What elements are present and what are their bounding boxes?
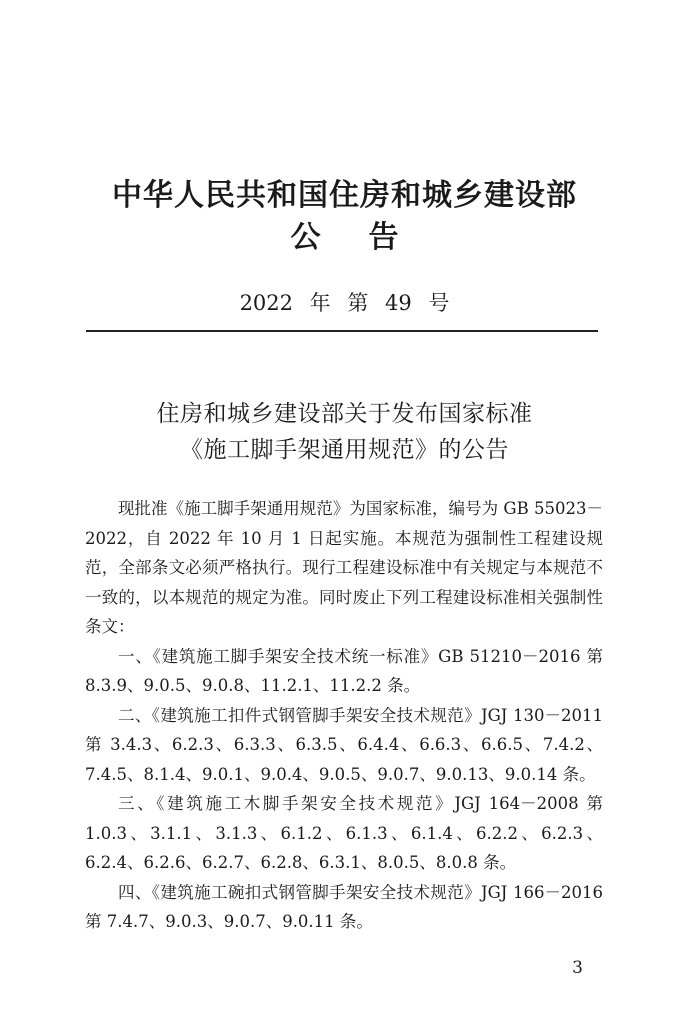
body-paragraph-intro: 现批准《施工脚手架通用规范》为国家标准，编号为 GB 55023－2022，自 2022 年 10 月 1 日起实施。本规范为强制性工程建设规范，全部条文必须严格执行。现行工程建设标准中有关规定与本规范不一致的，以本规范的规定为准。同时废止下列工程建设标准相关强制性条文： xyxy=(85,499,603,636)
announcement-title-line-2: 《施工脚手架通用规范》的公告 xyxy=(180,437,509,463)
body-paragraph-item-1: 一、《建筑施工脚手架安全技术统一标准》GB 51210－2016 第 8.3.9、9.0.5、9.0.8、11.2.1、11.2.2 条。 xyxy=(85,646,603,695)
announcement-title-line-1: 住房和城乡建设部关于发布国家标准 xyxy=(156,401,533,427)
body-paragraph-item-3: 三、《建筑施工木脚手架安全技术规范》JGJ 164－2008 第 1.0.3、3.1.1、3.1.3、6.1.2、6.1.3、6.1.4、6.2.2、6.2.3、6.2.4、6.2.6、6.2.7、6.2.8、6.3.1、8.0.5、8.0.8 条。 xyxy=(85,794,603,872)
page-number: 3 xyxy=(572,958,583,978)
body-paragraph-item-4: 四、《建筑施工碗扣式钢管脚手架安全技术规范》JGJ 166－2016 第 7.4.7、9.0.3、9.0.7、9.0.11 条。 xyxy=(85,882,603,931)
header-rule xyxy=(86,330,598,332)
announcement-body xyxy=(85,494,603,937)
announcement-number: 2022 年 第 49 号 xyxy=(239,291,450,315)
ministry-heading: 中华人民共和国住房和城乡建设部 xyxy=(112,178,577,213)
body-paragraph-item-2: 二、《建筑施工扣件式钢管脚手架安全技术规范》JGJ 130－2011 第 3.4.3、6.2.3、6.3.3、6.3.5、6.4.4、6.6.3、6.6.5、7.4.2、7.4.5、8.1.4、9.0.1、9.0.4、9.0.5、9.0.7、9.0.13、9.0.14 条。 xyxy=(85,705,603,784)
notice-heading: 公告 xyxy=(290,220,447,255)
